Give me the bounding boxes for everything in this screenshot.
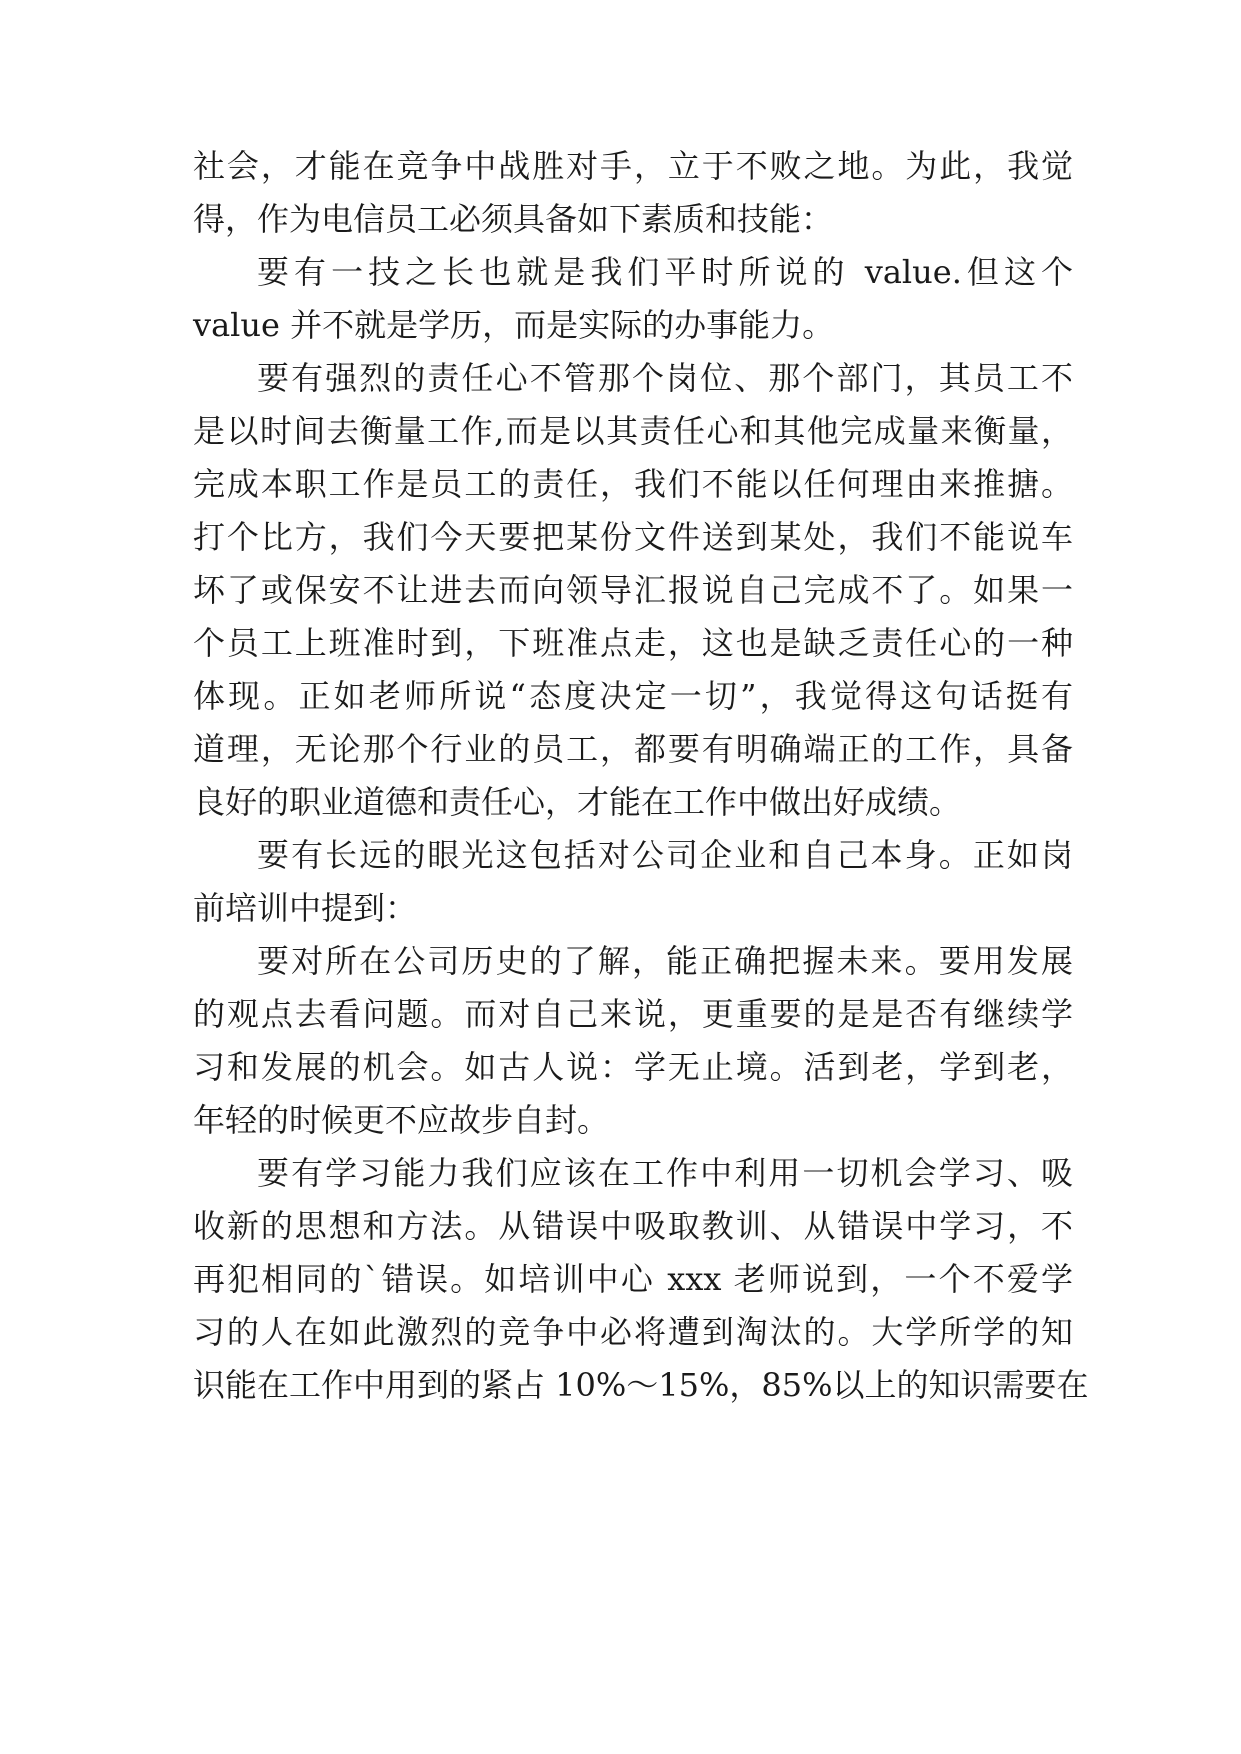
text-line: 年轻的时候更不应故步自封。 [193,1101,610,1139]
text-line: 要有一技之长也就是我们平时所说的 value.但这个 [257,253,1073,291]
text-line: 得，作为电信员工必须具备如下素质和技能： [193,200,834,238]
text-line: value 并不就是学历，而是实际的办事能力。 [193,306,835,344]
text-line: 的观点去看问题。而对自己来说，更重要的是是否有继续学 [193,995,1073,1033]
text-line: 坏了或保安不让进去而向领导汇报说自己完成不了。如果一 [193,571,1073,609]
text-line: 收新的思想和方法。从错误中吸取教训、从错误中学习，不 [193,1207,1073,1245]
text-line: 习和发展的机会。如古人说：学无止境。活到老，学到老， [193,1048,1073,1086]
text-line: 打个比方，我们今天要把某份文件送到某处，我们不能说车 [193,518,1073,556]
text-line: 个员工上班准时到，下班准点走，这也是缺乏责任心的一种 [193,624,1073,662]
text-line: 要有学习能力我们应该在工作中利用一切机会学习、吸 [257,1154,1073,1192]
text-line: 完成本职工作是员工的责任，我们不能以任何理由来推搪。 [193,465,1073,503]
text-line: 道理，无论那个行业的员工，都要有明确端正的工作，具备 [193,730,1073,768]
text-line: 体现。正如老师所说“态度决定一切”，我觉得这句话挺有 [193,677,1073,715]
text-line: 良好的职业道德和责任心，才能在工作中做出好成绩。 [193,783,962,821]
text-line: 要有强烈的责任心不管那个岗位、那个部门，其员工不 [257,359,1073,397]
text-line: 识能在工作中用到的紧占 10%～15%，85%以上的知识需要在 [193,1366,1089,1404]
text-line: 要有长远的眼光这包括对公司企业和自己本身。正如岗 [257,836,1073,874]
text-line: 是以时间去衡量工作,而是以其责任心和其他完成量来衡量， [193,412,1073,450]
text-line: 前培训中提到： [193,889,418,927]
text-line: 社会，才能在竞争中战胜对手，立于不败之地。为此，我觉 [193,147,1073,185]
text-line: 要对所在公司历史的了解，能正确把握未来。要用发展 [257,942,1073,980]
text-line: 再犯相同的`错误。如培训中心 xxx 老师说到，一个不爱学 [193,1260,1073,1298]
text-line: 习的人在如此激烈的竞争中必将遭到淘汰的。大学所学的知 [193,1313,1073,1351]
